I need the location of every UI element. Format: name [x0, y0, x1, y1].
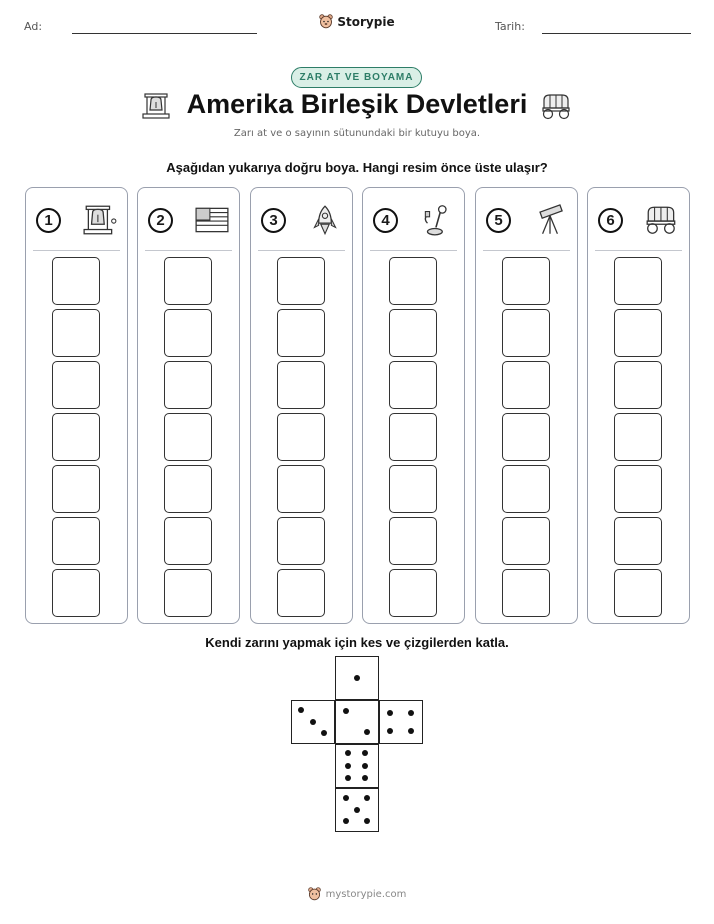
coloring-box[interactable]	[52, 361, 100, 409]
coloring-box[interactable]	[502, 569, 550, 617]
dice-pip	[362, 763, 368, 769]
column-header	[373, 202, 455, 238]
dice-pip	[364, 795, 370, 801]
footer	[0, 887, 714, 901]
liberty-bell-icon	[82, 204, 118, 236]
coloring-box[interactable]	[614, 413, 662, 461]
column-divider	[145, 250, 232, 251]
coloring-box[interactable]	[52, 517, 100, 565]
coloring-box[interactable]	[164, 257, 212, 305]
coloring-box[interactable]	[389, 361, 437, 409]
coloring-box[interactable]	[614, 569, 662, 617]
column-header	[598, 202, 680, 238]
coloring-box[interactable]	[277, 517, 325, 565]
coloring-box[interactable]	[614, 517, 662, 565]
coloring-box[interactable]	[502, 361, 550, 409]
dice-face-1	[335, 656, 379, 700]
dice-pip	[343, 708, 349, 714]
storypie-mascot-icon	[319, 14, 333, 29]
coloring-box[interactable]	[277, 361, 325, 409]
coloring-box[interactable]	[164, 569, 212, 617]
coloring-box[interactable]	[277, 465, 325, 513]
telescope-icon	[532, 204, 568, 236]
dice-pip	[321, 730, 327, 736]
dice-pip	[354, 675, 360, 681]
name-line[interactable]	[72, 33, 257, 34]
column-divider	[258, 250, 345, 251]
page-title: Amerika Birleşik Devletleri	[186, 89, 528, 119]
coloring-box[interactable]	[502, 517, 550, 565]
coloring-box[interactable]	[614, 465, 662, 513]
coloring-box[interactable]	[52, 257, 100, 305]
dice-face-2	[335, 700, 379, 744]
column-header	[36, 202, 118, 238]
covered-wagon-icon	[540, 92, 572, 120]
coloring-box[interactable]	[389, 465, 437, 513]
coloring-box[interactable]	[502, 309, 550, 357]
dice-face-4	[379, 700, 423, 744]
coloring-box[interactable]	[614, 361, 662, 409]
coloring-box[interactable]	[164, 465, 212, 513]
column-number: 1	[36, 208, 61, 233]
coloring-box[interactable]	[389, 517, 437, 565]
coloring-box[interactable]	[277, 257, 325, 305]
dice-column-6	[587, 187, 690, 624]
coloring-box[interactable]	[52, 413, 100, 461]
dice-pip	[362, 750, 368, 756]
column-number: 6	[598, 208, 623, 233]
dice-column-3	[250, 187, 353, 624]
dice-column-2	[137, 187, 240, 624]
column-number: 3	[261, 208, 286, 233]
coloring-box[interactable]	[389, 569, 437, 617]
dice-pip	[408, 710, 414, 716]
coloring-box[interactable]	[52, 569, 100, 617]
subtitle: Zarı at ve o sayının sütunundaki bir kutuyu boya.	[233, 128, 481, 139]
coloring-box[interactable]	[614, 257, 662, 305]
dice-face-3	[291, 700, 335, 744]
dice-pip	[387, 728, 393, 734]
coloring-box[interactable]	[502, 257, 550, 305]
date-label: Tarih:	[495, 20, 525, 33]
dice-pip	[387, 710, 393, 716]
dice-pip	[345, 775, 351, 781]
coloring-box[interactable]	[164, 361, 212, 409]
us-flag-icon	[194, 204, 230, 236]
coloring-box[interactable]	[502, 465, 550, 513]
column-header	[486, 202, 568, 238]
column-number: 4	[373, 208, 398, 233]
dice-column-4	[362, 187, 465, 624]
coloring-box[interactable]	[277, 413, 325, 461]
dice-column-1	[25, 187, 128, 624]
storypie-mascot-icon	[308, 887, 321, 901]
column-number: 5	[486, 208, 511, 233]
dice-pip	[364, 729, 370, 735]
column-divider	[370, 250, 457, 251]
coloring-box[interactable]	[164, 309, 212, 357]
coloring-box[interactable]	[502, 413, 550, 461]
dice-instruction: Kendi zarını yapmak için kes ve çizgilerden katla.	[205, 635, 509, 650]
footer-url: mystorypie.com	[325, 888, 407, 900]
dice-pip	[343, 795, 349, 801]
covered-wagon-icon	[644, 204, 680, 236]
name-label: Ad:	[24, 20, 43, 33]
brand-logo	[0, 14, 714, 29]
column-divider	[483, 250, 570, 251]
coloring-box[interactable]	[164, 517, 212, 565]
coloring-box[interactable]	[389, 257, 437, 305]
column-header	[261, 202, 343, 238]
column-divider	[33, 250, 120, 251]
coloring-box[interactable]	[164, 413, 212, 461]
dice-face-6	[335, 744, 379, 788]
coloring-box[interactable]	[277, 309, 325, 357]
coloring-instruction: Aşağıdan yukarıya doğru boya. Hangi resim önce üste ulaşır?	[166, 160, 548, 175]
column-header	[148, 202, 230, 238]
coloring-box[interactable]	[389, 309, 437, 357]
dice-face-5	[335, 788, 379, 832]
column-number: 2	[148, 208, 173, 233]
brand-name: Storypie	[337, 14, 395, 29]
dice-pip	[343, 818, 349, 824]
coloring-box[interactable]	[389, 413, 437, 461]
dice-pip	[345, 763, 351, 769]
dice-pip	[310, 719, 316, 725]
column-divider	[595, 250, 682, 251]
activity-badge: ZAR AT VE BOYAMA	[291, 67, 422, 88]
dice-pip	[408, 728, 414, 734]
dice-pip	[298, 707, 304, 713]
dice-pip	[345, 750, 351, 756]
rocket-icon	[307, 204, 343, 236]
coloring-box[interactable]	[52, 309, 100, 357]
candlestick-telephone-icon	[419, 204, 455, 236]
dice-pip	[364, 818, 370, 824]
date-line[interactable]	[542, 33, 691, 34]
dice-pip	[362, 775, 368, 781]
dice-pip	[354, 807, 360, 813]
coloring-box[interactable]	[52, 465, 100, 513]
dice-column-5	[475, 187, 578, 624]
coloring-box[interactable]	[614, 309, 662, 357]
coloring-box[interactable]	[277, 569, 325, 617]
